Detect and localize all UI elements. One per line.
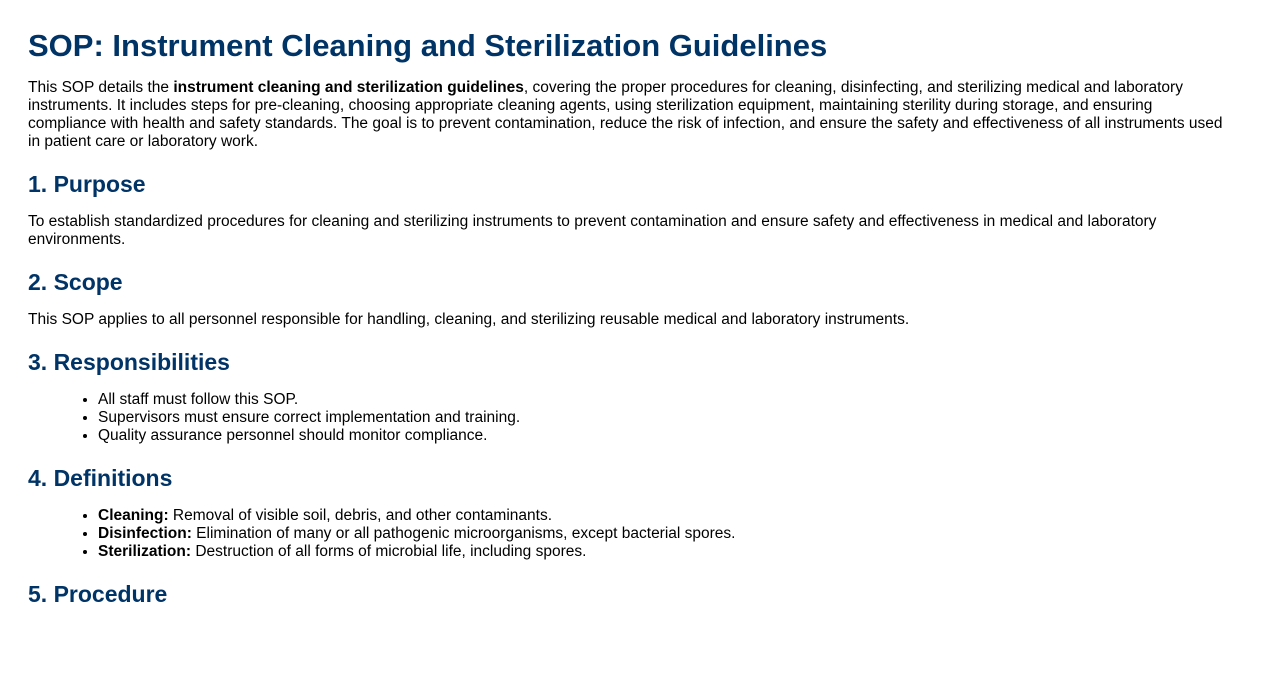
list-item <box>98 507 1235 525</box>
scope-text: This SOP applies to all personnel responsible for handling, cleaning, and sterilizing reusable medical and laboratory instruments. <box>28 311 910 328</box>
list-item <box>98 525 1235 543</box>
section-heading-responsibilities: 3. Responsibilities <box>28 349 230 375</box>
definition-text: Removal of visible soil, debris, and other contaminants. <box>168 507 553 524</box>
definition-term: Sterilization: <box>98 543 192 560</box>
definition-text: Elimination of many or all pathogenic microorganisms, except bacterial spores. <box>191 525 736 542</box>
list-item: • Supervisors must ensure correct implementation and training. <box>98 409 1235 427</box>
list-item <box>98 543 1235 561</box>
definition-text: Destruction of all forms of microbial life, including spores. <box>191 543 587 560</box>
intro-paragraph <box>28 79 1235 151</box>
list-item: • All staff must follow this SOP. <box>98 391 1235 409</box>
intro-bold-phrase: instrument cleaning and sterilization guidelines <box>173 79 524 96</box>
section-heading-purpose: 1. Purpose <box>28 171 146 197</box>
section-heading-definitions: 4. Definitions <box>28 465 173 491</box>
definition-term: Cleaning: <box>98 507 169 524</box>
section-heading-scope: 2. Scope <box>28 269 123 295</box>
definition-term: Disinfection: <box>98 525 192 542</box>
responsibilities-list <box>28 391 1235 445</box>
purpose-text: To establish standardized procedures for cleaning and sterilizing instruments to prevent contamination and ensure safety and effectiveness in medical and laboratory environments. <box>28 213 1157 248</box>
intro-text-lead: This SOP details the <box>28 79 174 96</box>
page-title: SOP: Instrument Cleaning and Sterilization Guidelines <box>28 28 828 63</box>
intro-text-rest: , covering the proper procedures for cleaning, disinfecting, and sterilizing medical and laboratory instruments. It includes steps for pre-cleaning, choosing appropriate cleaning agents, using sterilization equipment, maintaining sterility during storage, and ensuring compliance with health and safety standards. The goal is to prevent contamination, reduce the risk of infection, and ensure the safety and effectiveness of all instruments used in patient care or laboratory work. <box>28 79 1223 150</box>
section-heading-procedure: 5. Procedure <box>28 581 168 607</box>
definitions-list <box>28 507 1235 561</box>
list-item: • Quality assurance personnel should monitor compliance. <box>98 427 1235 445</box>
